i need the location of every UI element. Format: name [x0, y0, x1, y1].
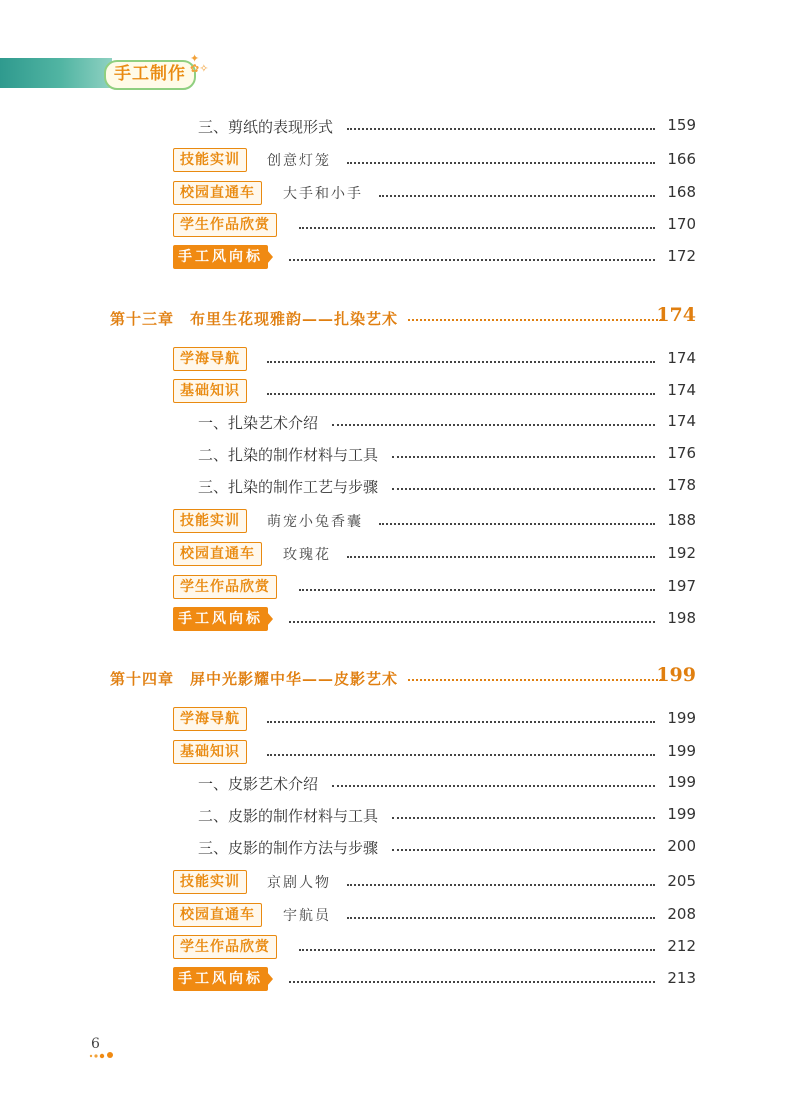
toc-row[interactable] — [0, 379, 800, 407]
toc-row[interactable] — [0, 442, 800, 470]
section-tag: 学生作品欣赏 — [173, 935, 277, 959]
section-tag: 手工风向标 — [173, 607, 268, 631]
section-tag: 技能实训 — [173, 509, 247, 533]
toc-row[interactable] — [0, 707, 800, 735]
toc-row[interactable] — [0, 542, 800, 570]
dot-leader — [392, 488, 655, 490]
page-ref: 192 — [667, 544, 696, 562]
page-ref: 159 — [667, 116, 696, 134]
section-tag: 学生作品欣赏 — [173, 213, 277, 237]
page-ref: 166 — [667, 150, 696, 168]
book-title-badge: 手工制作 — [104, 60, 196, 90]
chapter-heading[interactable] — [110, 304, 696, 338]
toc-row[interactable] — [0, 474, 800, 502]
toc-row[interactable] — [0, 967, 800, 995]
page-ref: 213 — [667, 969, 696, 987]
entry-subtitle: 大手和小手 — [283, 186, 363, 202]
page-ref: 199 — [667, 742, 696, 760]
page-ref: 174 — [667, 349, 696, 367]
section-title: 一、皮影艺术介绍 — [198, 775, 319, 793]
section-title: 二、扎染的制作材料与工具 — [198, 446, 379, 464]
page-ref: 170 — [667, 215, 696, 233]
page-ref: 212 — [667, 937, 696, 955]
entry-subtitle: 萌宠小兔香囊 — [267, 514, 363, 530]
section-tag: 学海导航 — [173, 347, 247, 371]
page-ref: 208 — [667, 905, 696, 923]
toc-row[interactable] — [0, 771, 800, 799]
dot-leader — [332, 785, 655, 787]
toc-row[interactable] — [0, 347, 800, 375]
page-ref: 172 — [667, 247, 696, 265]
chapter-dot-leader — [408, 319, 662, 321]
toc-row[interactable] — [0, 835, 800, 863]
toc-row[interactable] — [0, 410, 800, 438]
section-title: 一、扎染艺术介绍 — [198, 414, 319, 432]
section-tag: 校园直通车 — [173, 903, 262, 927]
dot-leader — [299, 227, 655, 229]
dot-leader — [332, 424, 655, 426]
page-ref: 197 — [667, 577, 696, 595]
dot-leader — [379, 195, 655, 197]
section-tag: 校园直通车 — [173, 181, 262, 205]
page-number-dots-icon — [88, 1050, 124, 1060]
section-tag: 技能实训 — [173, 148, 247, 172]
page-ref: 176 — [667, 444, 696, 462]
page-ref: 205 — [667, 872, 696, 890]
chapter-title: 第十三章 布里生花现雅韵——扎染艺术 — [110, 310, 399, 328]
dot-leader — [267, 721, 655, 723]
section-tag: 基础知识 — [173, 379, 247, 403]
page-ref: 188 — [667, 511, 696, 529]
dot-leader — [347, 884, 655, 886]
dot-leader — [289, 981, 655, 983]
dot-leader — [267, 754, 655, 756]
dot-leader — [347, 128, 655, 130]
entry-subtitle: 京剧人物 — [267, 875, 331, 891]
dot-leader — [347, 556, 655, 558]
page-ref: 178 — [667, 476, 696, 494]
dot-leader — [299, 949, 655, 951]
chapter-title: 第十四章 屏中光影耀中华——皮影艺术 — [110, 670, 399, 688]
page-number: 6 — [91, 1036, 100, 1052]
dot-leader — [392, 456, 655, 458]
dot-leader — [289, 621, 655, 623]
chapter-page-ref: 199 — [656, 664, 696, 686]
chapter-dot-leader — [408, 679, 662, 681]
header-band — [0, 58, 112, 88]
section-tag: 手工风向标 — [173, 967, 268, 991]
toc-row[interactable] — [0, 213, 800, 241]
page-ref: 168 — [667, 183, 696, 201]
dot-leader — [347, 162, 655, 164]
dot-leader — [267, 361, 655, 363]
toc-row[interactable] — [0, 245, 800, 273]
section-title: 三、皮影的制作方法与步骤 — [198, 839, 379, 857]
toc-row[interactable] — [0, 181, 800, 209]
dot-leader — [392, 817, 655, 819]
dot-leader — [299, 589, 655, 591]
section-title: 三、扎染的制作工艺与步骤 — [198, 478, 379, 496]
dot-leader — [347, 917, 655, 919]
section-tag: 校园直通车 — [173, 542, 262, 566]
page-ref: 199 — [667, 773, 696, 791]
toc-row[interactable] — [0, 575, 800, 603]
toc-row[interactable] — [0, 803, 800, 831]
entry-subtitle: 玫瑰花 — [283, 547, 331, 563]
toc-row[interactable] — [0, 740, 800, 768]
page-ref: 174 — [667, 381, 696, 399]
page-ref: 200 — [667, 837, 696, 855]
page-ref: 199 — [667, 709, 696, 727]
toc-row[interactable] — [0, 903, 800, 931]
sparkle-icon: ✦ ✿✧ — [190, 52, 209, 75]
section-tag: 基础知识 — [173, 740, 247, 764]
dot-leader — [392, 849, 655, 851]
toc-row[interactable] — [0, 509, 800, 537]
dot-leader — [379, 523, 655, 525]
dot-leader — [289, 259, 655, 261]
page-ref: 174 — [667, 412, 696, 430]
chapter-heading[interactable] — [110, 664, 696, 698]
section-title: 三、剪纸的表现形式 — [198, 118, 334, 136]
section-tag: 技能实训 — [173, 870, 247, 894]
toc-row[interactable] — [0, 148, 800, 176]
toc-row[interactable] — [0, 870, 800, 898]
page-ref: 199 — [667, 805, 696, 823]
entry-subtitle: 宇航员 — [283, 908, 331, 924]
toc-row[interactable] — [0, 114, 800, 142]
chapter-page-ref: 174 — [656, 304, 696, 326]
toc-row[interactable] — [0, 935, 800, 963]
section-tag: 手工风向标 — [173, 245, 268, 269]
entry-subtitle: 创意灯笼 — [267, 153, 331, 169]
section-tag: 学生作品欣赏 — [173, 575, 277, 599]
toc-row[interactable] — [0, 607, 800, 635]
section-tag: 学海导航 — [173, 707, 247, 731]
dot-leader — [267, 393, 655, 395]
section-title: 二、皮影的制作材料与工具 — [198, 807, 379, 825]
page-ref: 198 — [667, 609, 696, 627]
